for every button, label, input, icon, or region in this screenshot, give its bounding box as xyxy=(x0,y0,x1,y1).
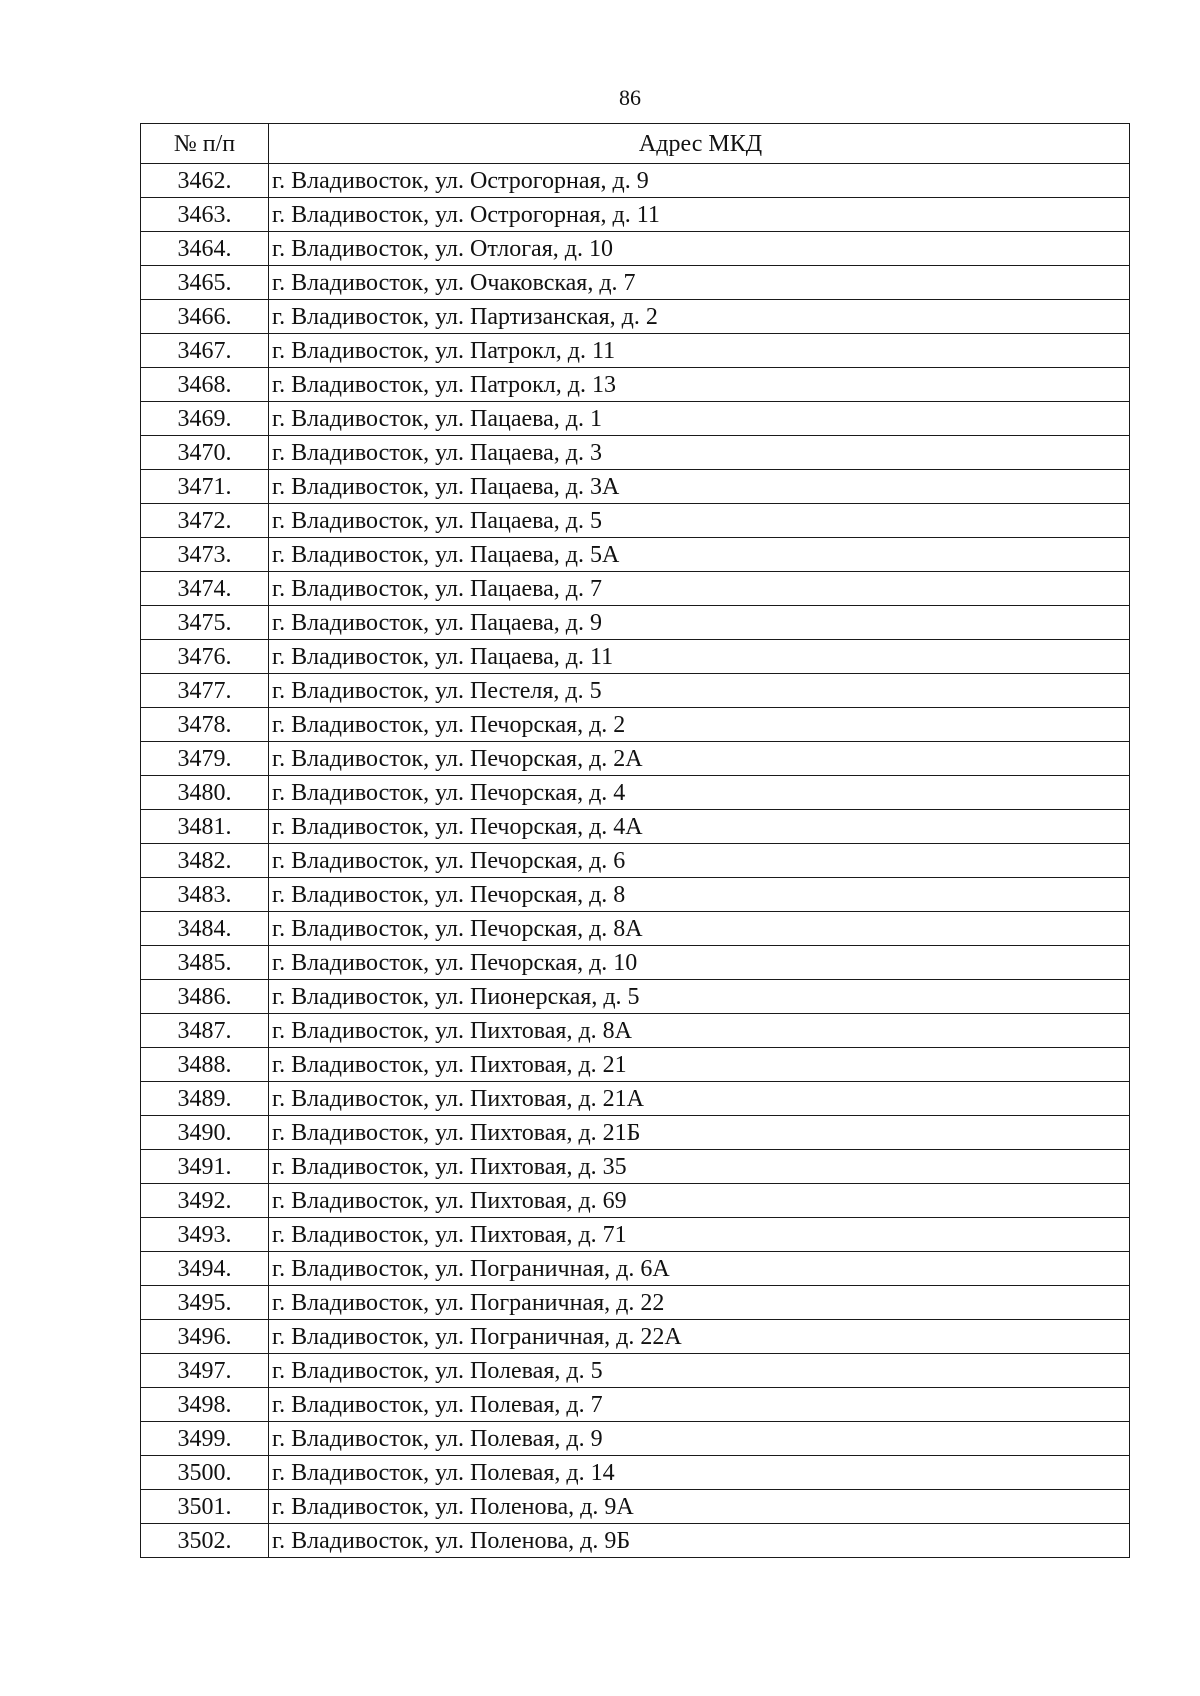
table-row xyxy=(141,368,1130,402)
table-row xyxy=(141,164,1130,198)
row-number: 3475. xyxy=(141,606,269,640)
row-number: 3477. xyxy=(141,674,269,708)
page-number: 86 xyxy=(619,85,641,110)
row-number: 3462. xyxy=(141,164,269,198)
row-address: г. Владивосток, ул. Острогорная, д. 9 xyxy=(269,164,1130,198)
table-row xyxy=(141,776,1130,810)
table-row xyxy=(141,334,1130,368)
row-number: 3476. xyxy=(141,640,269,674)
row-address: г. Владивосток, ул. Пацаева, д. 7 xyxy=(269,572,1130,606)
table-row xyxy=(141,504,1130,538)
row-number: 3492. xyxy=(141,1184,269,1218)
row-number: 3468. xyxy=(141,368,269,402)
row-number: 3466. xyxy=(141,300,269,334)
table-row xyxy=(141,1524,1130,1558)
table-row xyxy=(141,470,1130,504)
row-number: 3463. xyxy=(141,198,269,232)
table-row xyxy=(141,1218,1130,1252)
row-address: г. Владивосток, ул. Пацаева, д. 3А xyxy=(269,470,1130,504)
row-address: г. Владивосток, ул. Печорская, д. 8 xyxy=(269,878,1130,912)
row-number: 3467. xyxy=(141,334,269,368)
table-row xyxy=(141,844,1130,878)
table-row xyxy=(141,708,1130,742)
row-number: 3498. xyxy=(141,1388,269,1422)
table-row xyxy=(141,402,1130,436)
table-header-row xyxy=(141,124,1130,164)
row-number: 3496. xyxy=(141,1320,269,1354)
row-address: г. Владивосток, ул. Очаковская, д. 7 xyxy=(269,266,1130,300)
row-number: 3478. xyxy=(141,708,269,742)
row-address: г. Владивосток, ул. Пацаева, д. 3 xyxy=(269,436,1130,470)
row-number: 3486. xyxy=(141,980,269,1014)
table-row xyxy=(141,1490,1130,1524)
row-number: 3495. xyxy=(141,1286,269,1320)
row-number: 3491. xyxy=(141,1150,269,1184)
row-address: г. Владивосток, ул. Полевая, д. 7 xyxy=(269,1388,1130,1422)
table-row xyxy=(141,980,1130,1014)
table-row xyxy=(141,1184,1130,1218)
table-row xyxy=(141,742,1130,776)
row-number: 3472. xyxy=(141,504,269,538)
header-address: Адрес МКД xyxy=(269,124,1130,164)
row-address: г. Владивосток, ул. Патрокл, д. 13 xyxy=(269,368,1130,402)
row-address: г. Владивосток, ул. Пацаева, д. 5 xyxy=(269,504,1130,538)
row-number: 3464. xyxy=(141,232,269,266)
row-address: г. Владивосток, ул. Печорская, д. 10 xyxy=(269,946,1130,980)
table-row xyxy=(141,606,1130,640)
table-body xyxy=(141,164,1130,1558)
row-number: 3470. xyxy=(141,436,269,470)
row-number: 3499. xyxy=(141,1422,269,1456)
table-row xyxy=(141,1354,1130,1388)
table-row xyxy=(141,1388,1130,1422)
table-row xyxy=(141,640,1130,674)
table-row xyxy=(141,1048,1130,1082)
table-row xyxy=(141,300,1130,334)
row-number: 3480. xyxy=(141,776,269,810)
row-number: 3489. xyxy=(141,1082,269,1116)
table-row xyxy=(141,912,1130,946)
row-address: г. Владивосток, ул. Печорская, д. 4 xyxy=(269,776,1130,810)
table-row xyxy=(141,878,1130,912)
row-address: г. Владивосток, ул. Поленова, д. 9Б xyxy=(269,1524,1130,1558)
table-row xyxy=(141,436,1130,470)
row-number: 3500. xyxy=(141,1456,269,1490)
row-number: 3465. xyxy=(141,266,269,300)
row-address: г. Владивосток, ул. Пихтовая, д. 35 xyxy=(269,1150,1130,1184)
row-number: 3483. xyxy=(141,878,269,912)
table-row xyxy=(141,1286,1130,1320)
row-number: 3469. xyxy=(141,402,269,436)
row-address: г. Владивосток, ул. Печорская, д. 8А xyxy=(269,912,1130,946)
table-row xyxy=(141,266,1130,300)
row-number: 3474. xyxy=(141,572,269,606)
row-address: г. Владивосток, ул. Пихтовая, д. 69 xyxy=(269,1184,1130,1218)
row-address: г. Владивосток, ул. Пестеля, д. 5 xyxy=(269,674,1130,708)
row-number: 3497. xyxy=(141,1354,269,1388)
row-address: г. Владивосток, ул. Пихтовая, д. 71 xyxy=(269,1218,1130,1252)
row-address: г. Владивосток, ул. Полевая, д. 14 xyxy=(269,1456,1130,1490)
table-row xyxy=(141,1422,1130,1456)
row-number: 3487. xyxy=(141,1014,269,1048)
row-address: г. Владивосток, ул. Пограничная, д. 6А xyxy=(269,1252,1130,1286)
row-address: г. Владивосток, ул. Пацаева, д. 9 xyxy=(269,606,1130,640)
row-address: г. Владивосток, ул. Полевая, д. 9 xyxy=(269,1422,1130,1456)
address-table xyxy=(140,123,1130,1558)
row-number: 3482. xyxy=(141,844,269,878)
row-address: г. Владивосток, ул. Печорская, д. 2 xyxy=(269,708,1130,742)
row-address: г. Владивосток, ул. Острогорная, д. 11 xyxy=(269,198,1130,232)
row-address: г. Владивосток, ул. Печорская, д. 2А xyxy=(269,742,1130,776)
row-address: г. Владивосток, ул. Партизанская, д. 2 xyxy=(269,300,1130,334)
row-number: 3502. xyxy=(141,1524,269,1558)
row-address: г. Владивосток, ул. Пихтовая, д. 21А xyxy=(269,1082,1130,1116)
row-number: 3494. xyxy=(141,1252,269,1286)
table-row xyxy=(141,1150,1130,1184)
row-number: 3493. xyxy=(141,1218,269,1252)
table-row xyxy=(141,572,1130,606)
row-number: 3488. xyxy=(141,1048,269,1082)
row-address: г. Владивосток, ул. Пацаева, д. 1 xyxy=(269,402,1130,436)
row-number: 3481. xyxy=(141,810,269,844)
header-number: № п/п xyxy=(141,124,269,164)
row-address: г. Владивосток, ул. Пацаева, д. 5А xyxy=(269,538,1130,572)
row-address: г. Владивосток, ул. Печорская, д. 4А xyxy=(269,810,1130,844)
table-row xyxy=(141,810,1130,844)
table-row xyxy=(141,1014,1130,1048)
row-address: г. Владивосток, ул. Пацаева, д. 11 xyxy=(269,640,1130,674)
row-address: г. Владивосток, ул. Патрокл, д. 11 xyxy=(269,334,1130,368)
row-number: 3501. xyxy=(141,1490,269,1524)
row-address: г. Владивосток, ул. Пихтовая, д. 21Б xyxy=(269,1116,1130,1150)
row-number: 3473. xyxy=(141,538,269,572)
table-row xyxy=(141,1252,1130,1286)
row-address: г. Владивосток, ул. Пограничная, д. 22А xyxy=(269,1320,1130,1354)
row-address: г. Владивосток, ул. Пограничная, д. 22 xyxy=(269,1286,1130,1320)
table-row xyxy=(141,674,1130,708)
row-address: г. Владивосток, ул. Отлогая, д. 10 xyxy=(269,232,1130,266)
row-address: г. Владивосток, ул. Полевая, д. 5 xyxy=(269,1354,1130,1388)
row-address: г. Владивосток, ул. Пихтовая, д. 8А xyxy=(269,1014,1130,1048)
table-row xyxy=(141,946,1130,980)
row-address: г. Владивосток, ул. Поленова, д. 9А xyxy=(269,1490,1130,1524)
table-row xyxy=(141,1320,1130,1354)
row-address: г. Владивосток, ул. Пихтовая, д. 21 xyxy=(269,1048,1130,1082)
row-address: г. Владивосток, ул. Пионерская, д. 5 xyxy=(269,980,1130,1014)
table-row xyxy=(141,198,1130,232)
row-number: 3485. xyxy=(141,946,269,980)
table-row xyxy=(141,1456,1130,1490)
table-row xyxy=(141,232,1130,266)
row-number: 3471. xyxy=(141,470,269,504)
table-row xyxy=(141,1116,1130,1150)
table-row xyxy=(141,1082,1130,1116)
row-number: 3479. xyxy=(141,742,269,776)
row-address: г. Владивосток, ул. Печорская, д. 6 xyxy=(269,844,1130,878)
table-row xyxy=(141,538,1130,572)
row-number: 3490. xyxy=(141,1116,269,1150)
row-number: 3484. xyxy=(141,912,269,946)
